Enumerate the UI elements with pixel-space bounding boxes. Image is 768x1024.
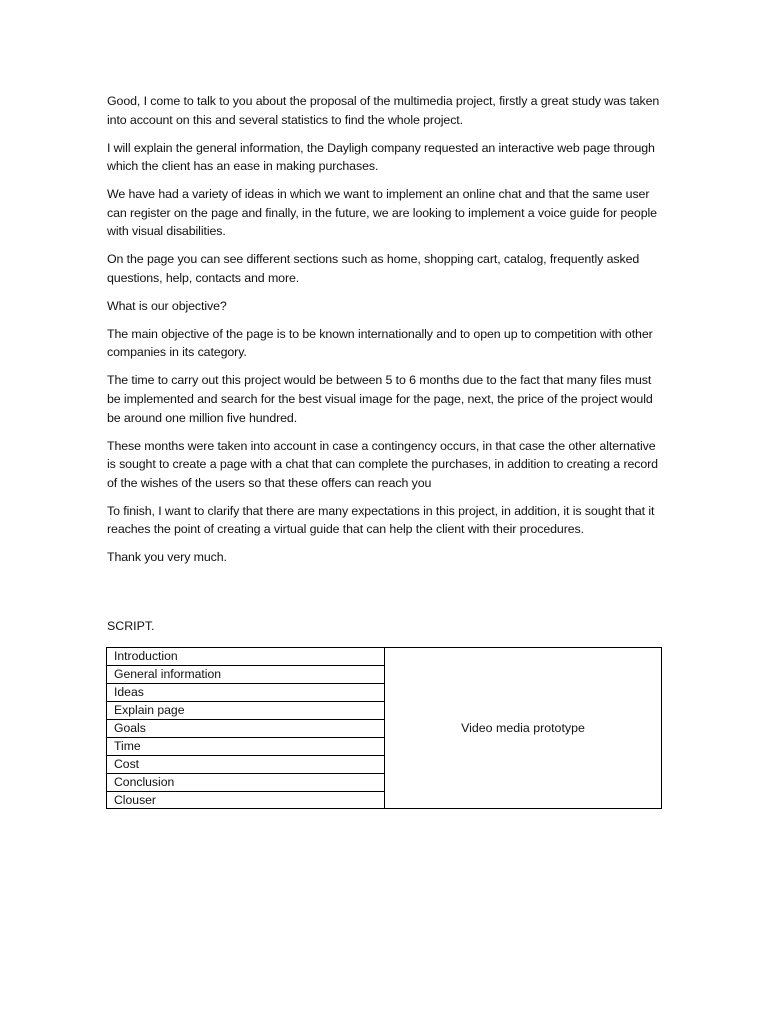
video-prototype-label: Video media prototype xyxy=(461,721,585,735)
paragraph-objective-question: What is our objective? xyxy=(107,298,227,313)
script-item-general-information: General information xyxy=(107,666,384,684)
paragraph-time-cost: The time to carry out this project would be between 5 to 6 months due to the fact that many files must be implemented and search for the best visual image for the page, next, the price of the project would be around one million five hundred. xyxy=(107,373,653,425)
script-item-clouser: Clouser xyxy=(114,793,156,807)
script-item-list xyxy=(107,648,385,808)
script-item-introduction: Introduction xyxy=(107,648,384,666)
paragraph-conclusion: To finish, I want to clarify that there are many expectations in this project, in addition, it is sought that it reaches the point of creating a virtual guide that can help the client with their procedures. xyxy=(107,503,655,537)
paragraph-ideas: We have had a variety of ideas in which we want to implement an online chat and that the same user can register on the page and finally, in the future, we are looking to implement a voice guide for people with visual disabilities. xyxy=(107,187,657,239)
video-prototype-cell xyxy=(385,648,661,808)
script-table xyxy=(106,647,662,809)
script-item-conclusion: Conclusion xyxy=(107,774,384,792)
script-item-ideas: Ideas xyxy=(107,684,384,702)
paragraph-objective: The main objective of the page is to be known internationally and to open up to competition with other companies in its category. xyxy=(107,326,653,360)
script-item-goals: Goals xyxy=(107,720,384,738)
paragraph-contingency: These months were taken into account in case a contingency occurs, in that case the other alternative is sought to create a page with a chat that can complete the purchases, in addition to creating a record of the wishes of the users so that these offers can reach you xyxy=(107,438,658,490)
script-item-explain-page: Explain page xyxy=(107,702,384,720)
script-item-time: Time xyxy=(107,738,384,756)
paragraph-intro: Good, I come to talk to you about the proposal of the multimedia project, firstly a great study was taken into account on this and several statistics to find the whole project. xyxy=(107,94,660,127)
paragraph-page-sections: On the page you can see different sections such as home, shopping cart, catalog, frequently asked questions, help, contacts and more. xyxy=(107,252,640,285)
paragraph-thanks: Thank you very much. xyxy=(107,550,227,565)
paragraph-general-information: I will explain the general information, the Dayligh company requested an interactive web page through which the client has an ease in making purchases. xyxy=(107,140,655,174)
script-item-cost: Cost xyxy=(107,756,384,774)
document-body xyxy=(107,92,663,576)
script-heading: SCRIPT. xyxy=(107,619,155,633)
